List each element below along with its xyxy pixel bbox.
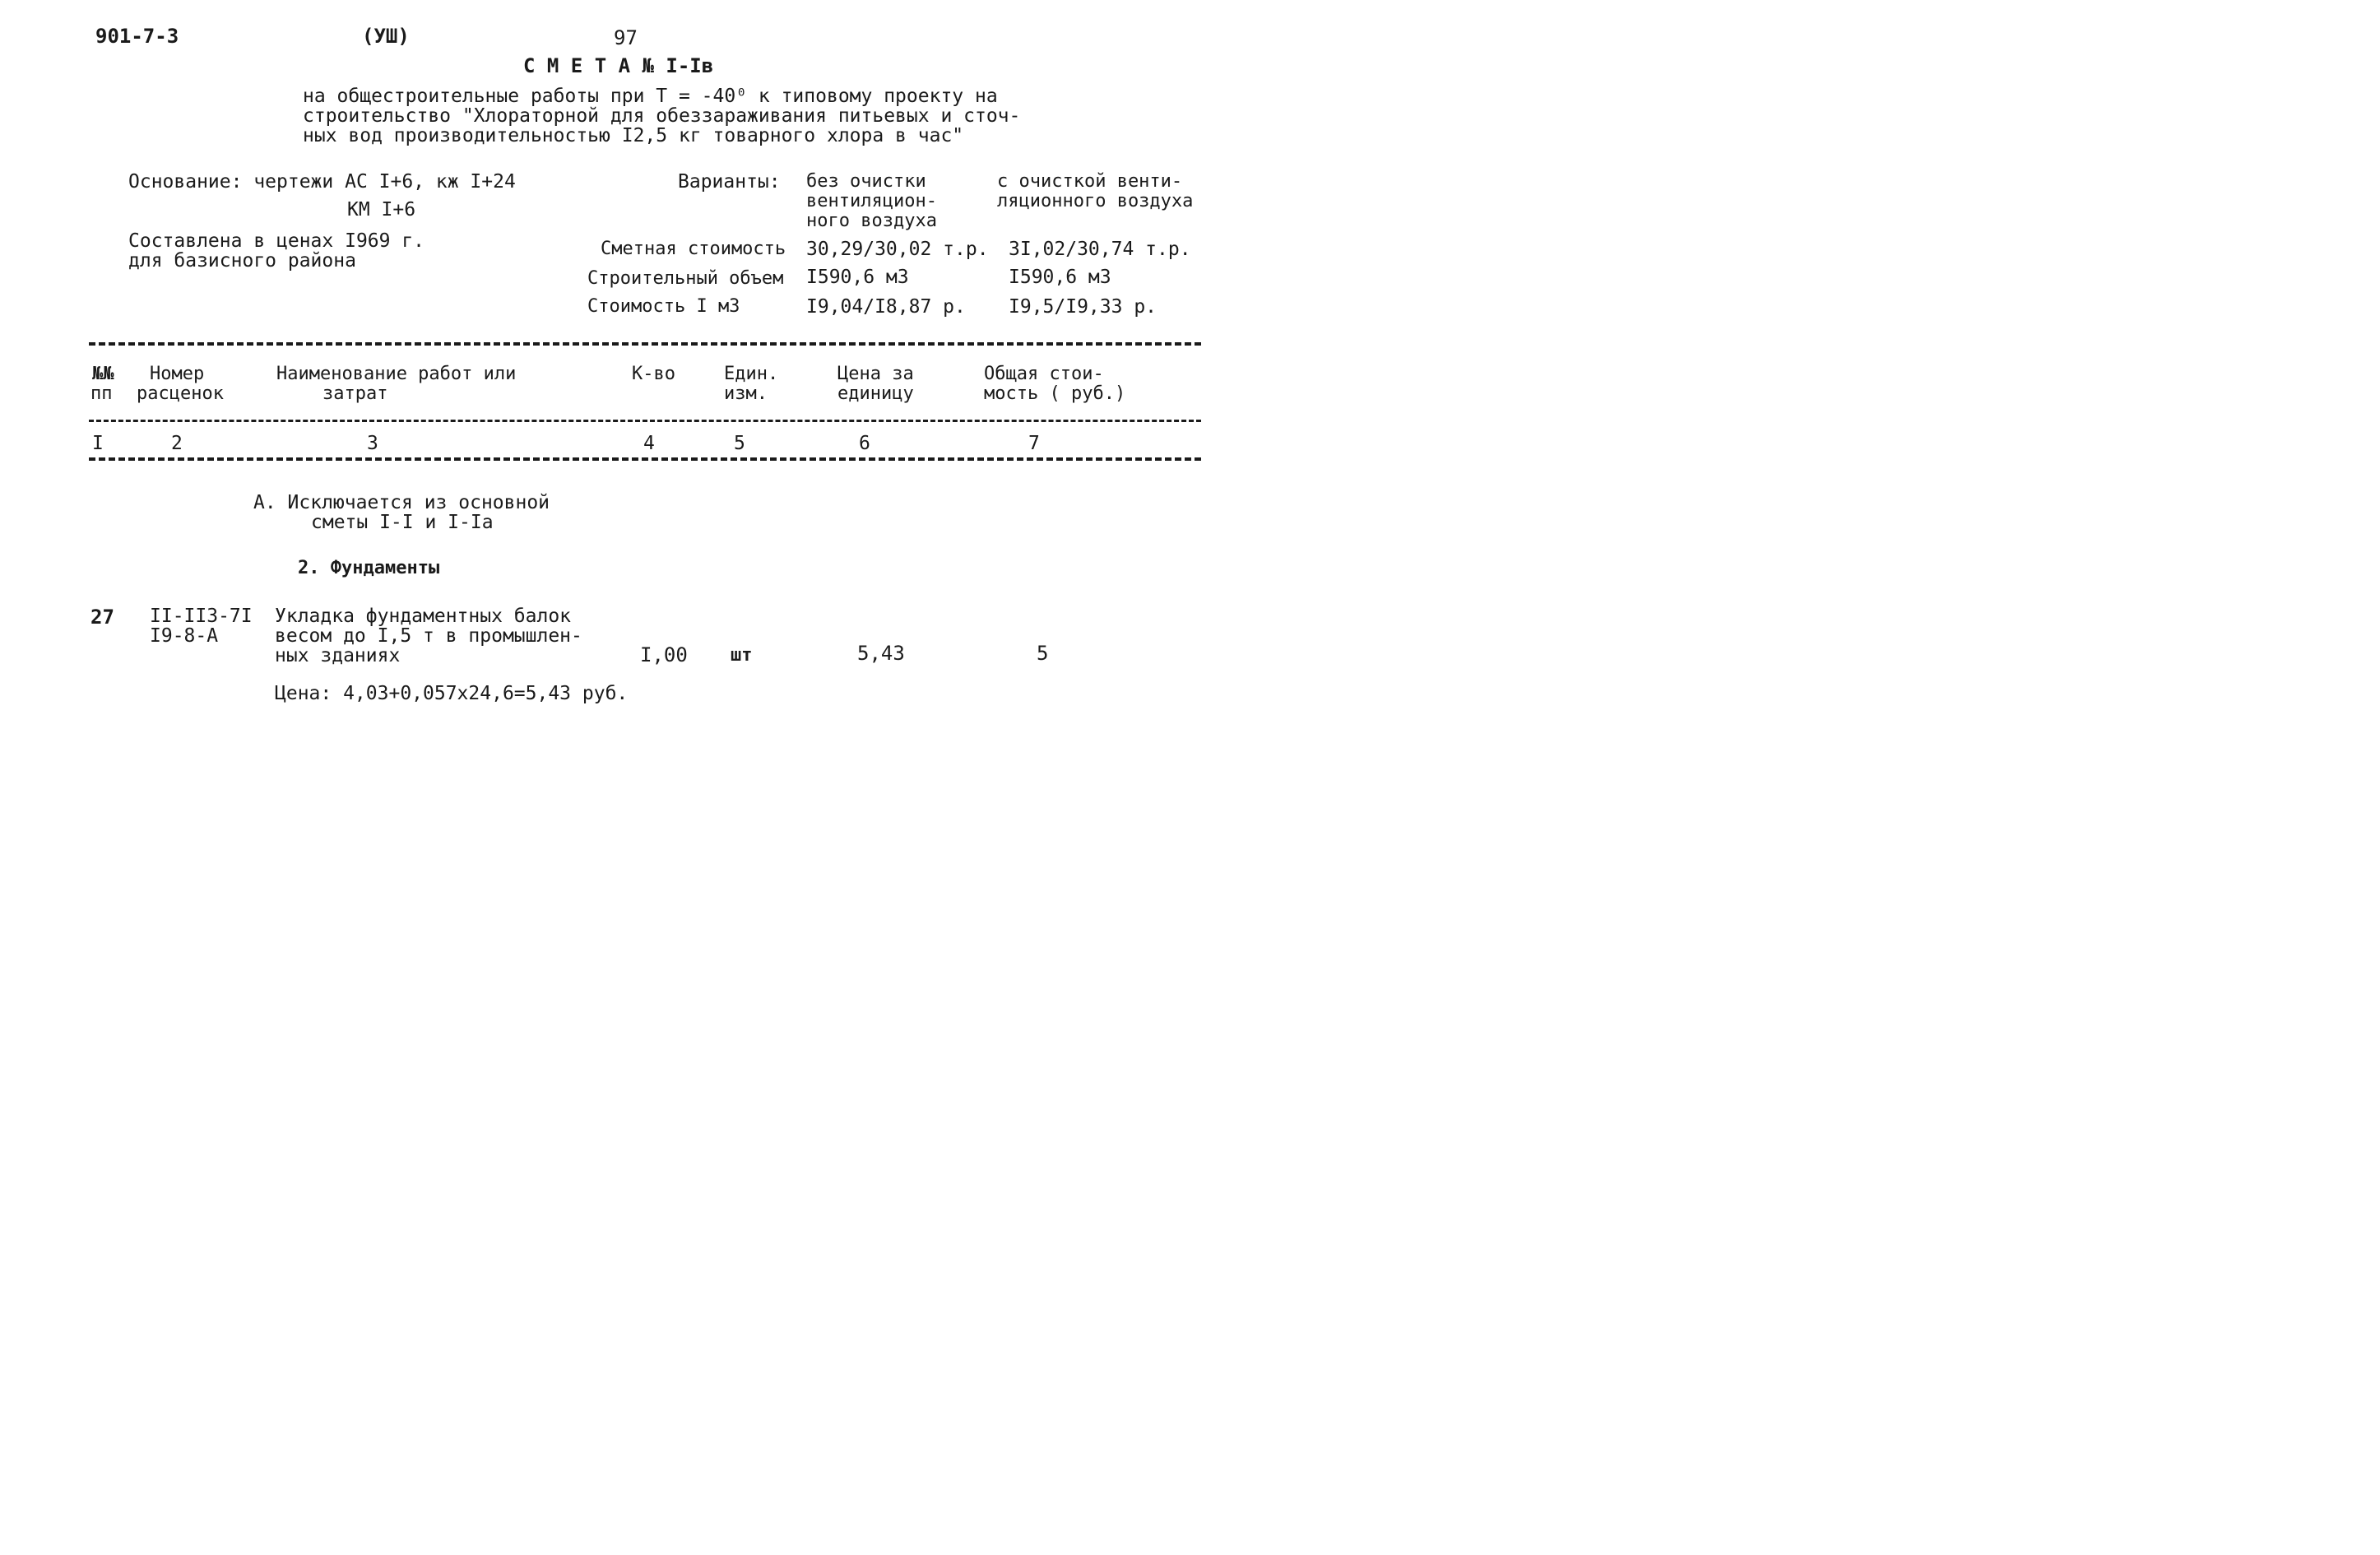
building-volume-variant-2: I590,6 м3 — [1009, 267, 1111, 288]
column-number-7: 7 — [1028, 433, 1040, 454]
row-code-line-2: I9-8-А — [150, 625, 219, 647]
header-total-line-1: Общая стои- — [984, 364, 1104, 384]
header-name-line-1: Наименование работ или — [276, 364, 517, 384]
subtitle-line-3: ных вод производительностью I2,5 кг товарного хлора в час" — [303, 125, 964, 146]
row-name-line-2: весом до I,5 т в промышлен- — [275, 625, 582, 647]
header-divider-rule — [89, 420, 1201, 422]
column-number-1: I — [92, 433, 104, 454]
prices-line-1: Составлена в ценах I969 г. — [128, 230, 425, 252]
page-number: 97 — [614, 26, 638, 49]
row-unit: шт — [731, 645, 753, 666]
variant-2-header-1: с очисткой венти- — [997, 171, 1183, 192]
header-name-line-2: затрат — [322, 383, 388, 404]
column-number-6: 6 — [859, 433, 870, 454]
unit-cost-variant-1: I9,04/I8,87 р. — [806, 296, 966, 318]
unit-cost-variant-2: I9,5/I9,33 р. — [1009, 296, 1158, 318]
header-unit-line-2: изм. — [724, 383, 768, 404]
row-unit-price: 5,43 — [857, 642, 905, 665]
variant-1-header-1: без очистки — [806, 171, 926, 192]
header-qty: К-во — [632, 364, 675, 384]
basis-label: Основание: чертежи АС I+6, кж I+24 — [128, 171, 516, 193]
header-price-line-2: единицу — [837, 383, 914, 404]
building-volume-label: Строительный объем — [587, 268, 784, 289]
row-name-line-1: Укладка фундаментных балок — [275, 606, 572, 627]
prices-line-2: для базисного района — [128, 250, 356, 272]
doc-code: 901-7-3 — [95, 25, 179, 48]
subtitle-line-1: на общестроительные работы при Т = -40⁰ к типовому проекту на — [303, 86, 998, 107]
header-unit-line-1: Един. — [724, 364, 779, 384]
estimated-cost-variant-1: 30,29/30,02 т.р. — [806, 239, 989, 260]
column-number-5: 5 — [734, 433, 745, 454]
document-title: С М Е Т А № I-Iв — [523, 54, 714, 77]
table-header-bottom-rule — [89, 457, 1201, 461]
subsection-title: 2. Фундаменты — [298, 558, 440, 578]
estimated-cost-variant-2: 3I,02/30,74 т.р. — [1009, 239, 1191, 260]
row-number: 27 — [90, 606, 114, 629]
variant-1-header-2: вентиляцион- — [806, 191, 937, 211]
subtitle-line-2: строительство "Хлораторной для обеззараживания питьевых и сточ- — [303, 105, 1021, 127]
row-name-line-3: ных зданиях — [275, 645, 401, 666]
row-quantity: I,00 — [640, 643, 688, 666]
variant-2-header-2: ляционного воздуха — [997, 191, 1194, 211]
unit-cost-label: Стоимость I м3 — [587, 296, 740, 317]
row-code-line-1: II-II3-7I — [150, 606, 253, 627]
column-number-2: 2 — [171, 433, 183, 454]
table-top-rule — [89, 342, 1201, 346]
row-total: 5 — [1037, 642, 1049, 665]
row-price-note: Цена: 4,03+0,057х24,6=5,43 руб. — [275, 683, 629, 704]
section-a-line-2: сметы I-I и I-Iа — [311, 512, 494, 533]
section-a-line-1: А. Исключается из основной — [253, 492, 550, 513]
building-volume-variant-1: I590,6 м3 — [806, 267, 909, 288]
header-num-line-2: пп — [90, 383, 113, 404]
header-total-line-2: мость ( руб.) — [984, 383, 1126, 404]
header-num-line-1: №№ — [92, 364, 114, 384]
column-number-3: 3 — [367, 433, 378, 454]
basis-line-2: КМ I+6 — [347, 199, 416, 220]
section-number: (УШ) — [362, 25, 410, 48]
variants-label: Варианты: — [678, 171, 781, 193]
header-code-line-1: Номер — [150, 364, 205, 384]
header-code-line-2: расценок — [137, 383, 224, 404]
estimated-cost-label: Сметная стоимость — [601, 239, 786, 259]
header-price-line-1: Цена за — [837, 364, 914, 384]
variant-1-header-3: ного воздуха — [806, 211, 937, 231]
column-number-4: 4 — [643, 433, 655, 454]
